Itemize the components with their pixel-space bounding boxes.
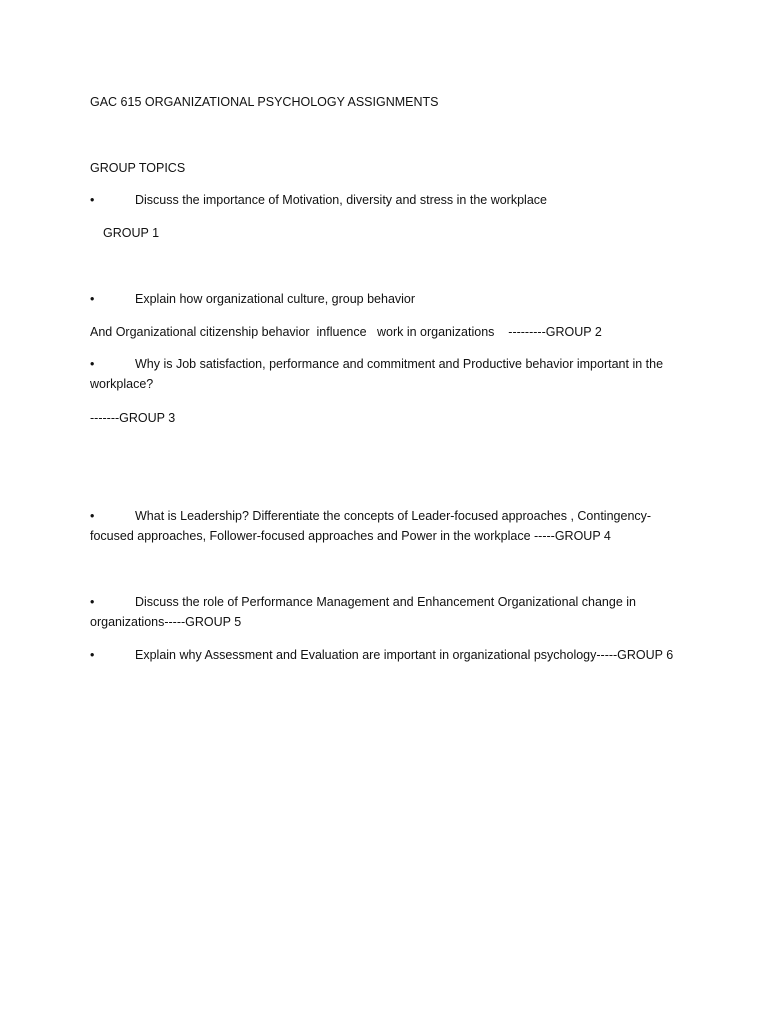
topic-3-block	[90, 354, 690, 394]
bullet-marker: •	[90, 357, 95, 371]
bullet-marker: •	[90, 292, 95, 306]
bullet-marker: •	[90, 193, 95, 207]
section-heading: GROUP TOPICS	[90, 161, 186, 175]
topic-3-group: -------GROUP 3	[90, 411, 176, 425]
topic-5-text: Discuss the role of Performance Management and Enhancement Organizational change in organizations-----GROUP 5	[90, 595, 636, 629]
topic-3-text: Why is Job satisfaction, performance and commitment and Productive behavior important in the workplace?	[90, 357, 664, 391]
topic-4-text: What is Leadership? Differentiate the concepts of Leader-focused approaches , Contingency-focused approaches, Follower-focused approaches and Power in the workplace -----GROUP 4	[90, 509, 652, 543]
topic-2-text: Explain how organizational culture, group behavior	[135, 292, 416, 306]
topic-1-group: GROUP 1	[103, 226, 160, 240]
topic-1-text: Discuss the importance of Motivation, diversity and stress in the workplace	[135, 193, 547, 207]
topic-5-block	[90, 592, 670, 632]
topic-6-text: Explain why Assessment and Evaluation are important in organizational psychology-----GROUP 6	[135, 648, 674, 662]
document-title: GAC 615 ORGANIZATIONAL PSYCHOLOGY ASSIGNMENTS	[90, 95, 439, 109]
bullet-marker: •	[90, 509, 95, 523]
topic-2-continuation: And Organizational citizenship behavior influence work in organizations ---------GROUP 2	[90, 325, 602, 339]
topic-4-block	[90, 506, 670, 546]
bullet-marker: •	[90, 595, 95, 609]
bullet-marker: •	[90, 648, 95, 662]
